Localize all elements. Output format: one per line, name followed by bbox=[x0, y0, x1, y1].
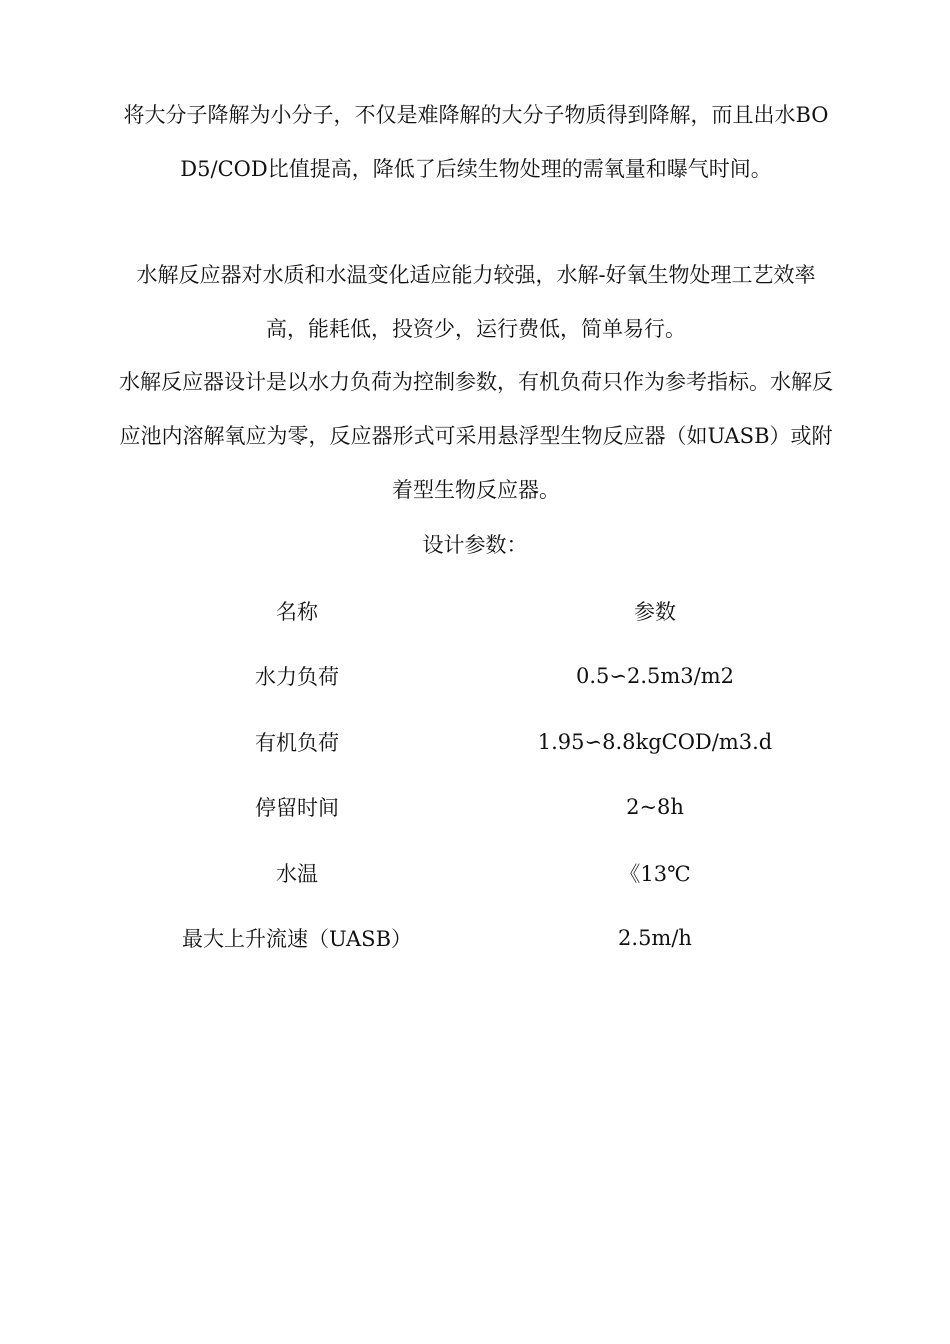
row-value: 0.5∽2.5m3/m2 bbox=[575, 664, 734, 689]
header-name: 名称 bbox=[276, 599, 318, 624]
table-row bbox=[118, 840, 834, 906]
row-name: 停留时间 bbox=[255, 796, 339, 821]
table-header-row bbox=[118, 578, 834, 644]
row-name: 有机负荷 bbox=[255, 730, 339, 755]
row-name: 最大上升流速（UASB） bbox=[181, 927, 413, 952]
header-parameter: 参数 bbox=[634, 599, 676, 624]
row-name: 水力负荷 bbox=[255, 665, 339, 690]
row-name: 水温 bbox=[276, 861, 318, 886]
table-row bbox=[118, 709, 834, 775]
table-row bbox=[118, 775, 834, 841]
table-caption: 设计参数： bbox=[422, 533, 528, 557]
paragraph-reactor-adaptability: 水解反应器对水质和水温变化适应能力较强，水解-好氧生物处理工艺效率高，能耗低，投资少，运行费低，简单易行。 bbox=[136, 263, 816, 341]
table-row bbox=[118, 906, 834, 972]
row-value: 1.95∽8.8kgCOD/m3.d bbox=[537, 729, 773, 754]
row-value: 2~8h bbox=[626, 795, 684, 820]
design-parameters-table bbox=[118, 578, 834, 971]
paragraph-hydrolysis-effect: 将大分子降解为小分子，不仅是难降解的大分子物质得到降解，而且出水BOD5/COD比值提高，降低了后续生物处理的需氧量和曝气时间。 bbox=[123, 103, 829, 181]
row-value: 2.5m/h bbox=[618, 926, 692, 951]
table-row bbox=[118, 644, 834, 710]
paragraph-reactor-design: 水解反应器设计是以水力负荷为控制参数，有机负荷只作为参考指标。水解反应池内溶解氧应为零，反应器形式可采用悬浮型生物反应器（如UASB）或附着型生物反应器。 bbox=[119, 370, 833, 502]
row-value: 《13℃ bbox=[619, 861, 691, 886]
